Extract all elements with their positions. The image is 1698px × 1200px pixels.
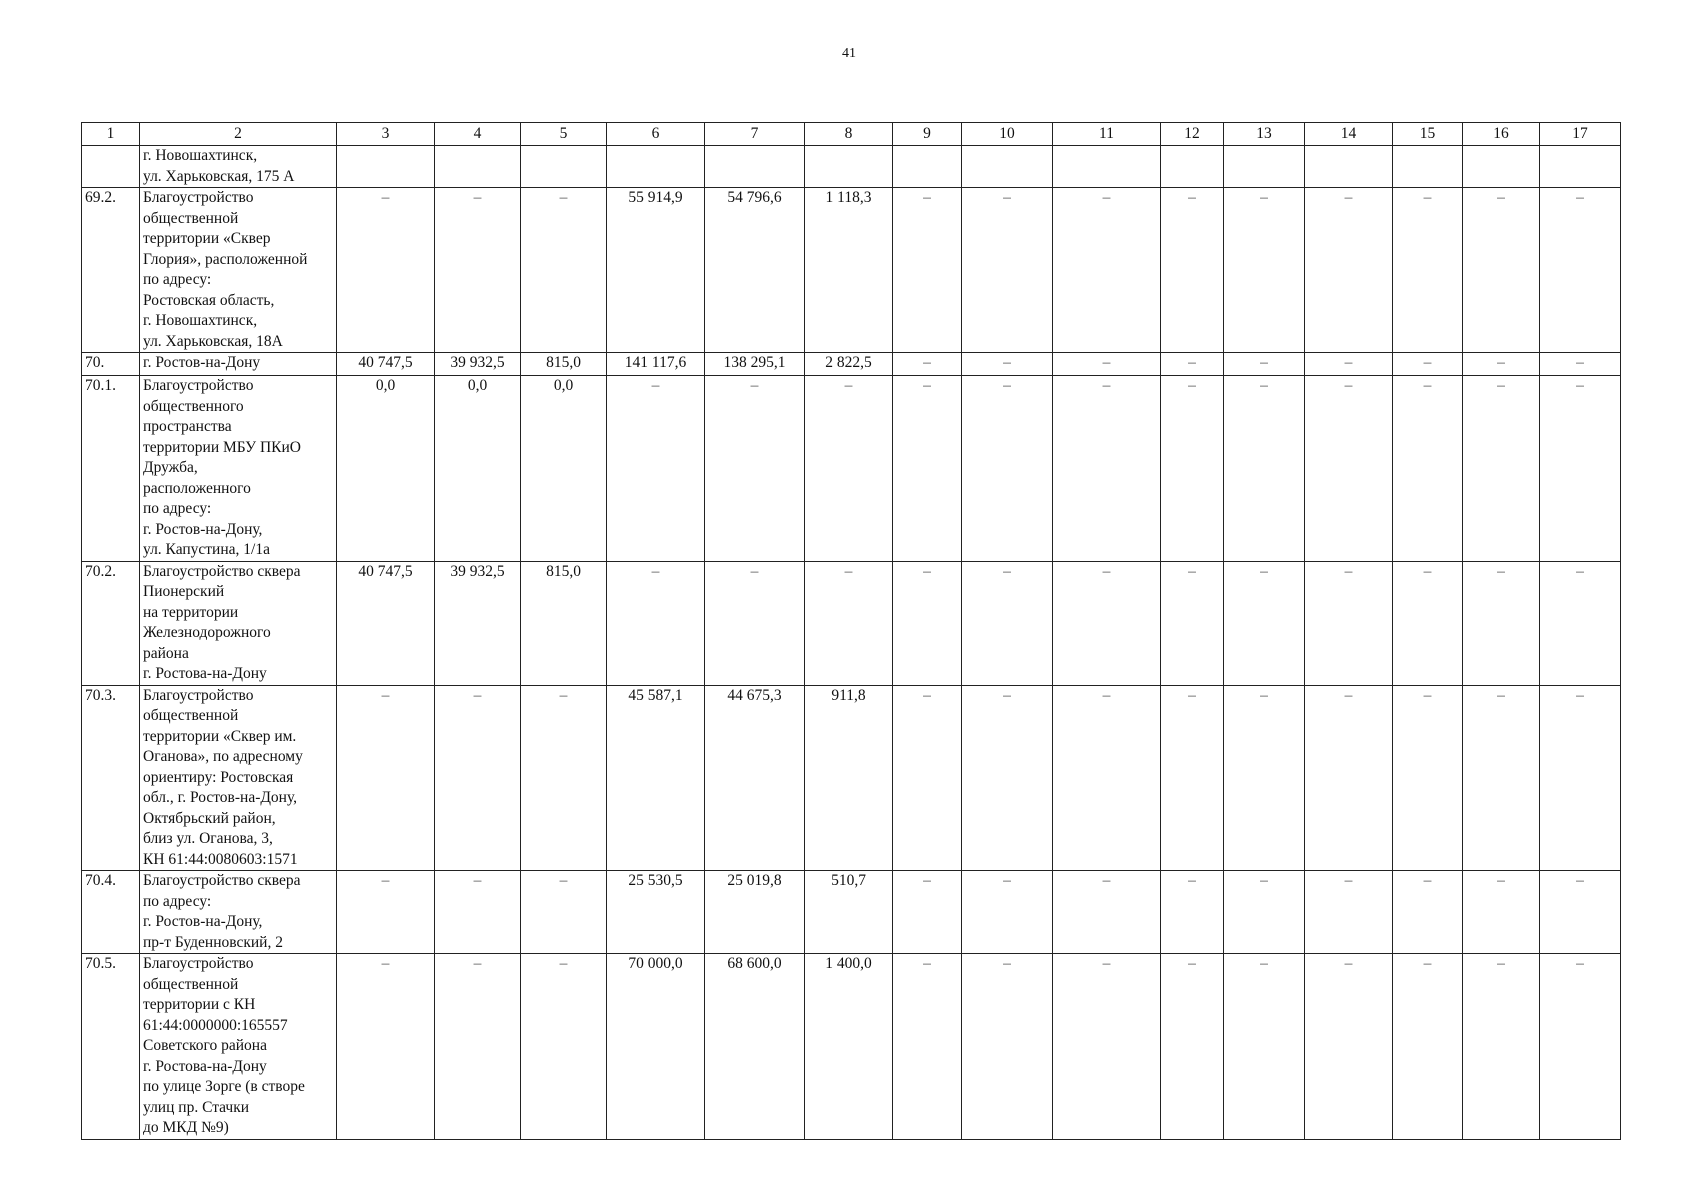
value-cell-col-11: – xyxy=(1053,376,1161,562)
column-header-5: 5 xyxy=(521,123,607,146)
table-body xyxy=(82,146,1621,1140)
value-cell-col-10: – xyxy=(962,871,1053,954)
value-cell-col-10: – xyxy=(962,685,1053,871)
value-cell-col-9: – xyxy=(893,353,962,376)
value-cell-col-16: – xyxy=(1463,188,1540,353)
row-number: 70. xyxy=(82,353,140,376)
value-cell-col-17 xyxy=(1540,146,1621,188)
column-header-4: 4 xyxy=(435,123,521,146)
value-cell-col-4: – xyxy=(435,685,521,871)
value-cell-col-7: 54 796,6 xyxy=(705,188,805,353)
column-header-16: 16 xyxy=(1463,123,1540,146)
value-cell-col-10: – xyxy=(962,188,1053,353)
value-cell-col-5: 815,0 xyxy=(521,561,607,685)
table-row xyxy=(82,188,1621,353)
value-cell-col-12: – xyxy=(1161,376,1224,562)
value-cell-col-3: 40 747,5 xyxy=(337,353,435,376)
value-cell-col-17: – xyxy=(1540,188,1621,353)
value-cell-col-8: – xyxy=(805,376,893,562)
value-cell-col-14: – xyxy=(1305,954,1393,1140)
value-cell-col-4: – xyxy=(435,871,521,954)
value-cell-col-5: – xyxy=(521,871,607,954)
value-cell-col-4 xyxy=(435,146,521,188)
value-cell-col-4: 39 932,5 xyxy=(435,561,521,685)
value-cell-col-12: – xyxy=(1161,353,1224,376)
value-cell-col-3: – xyxy=(337,954,435,1140)
value-cell-col-16: – xyxy=(1463,685,1540,871)
value-cell-col-13: – xyxy=(1224,561,1305,685)
value-cell-col-14: – xyxy=(1305,188,1393,353)
value-cell-col-15: – xyxy=(1393,685,1463,871)
value-cell-col-7: – xyxy=(705,561,805,685)
value-cell-col-12: – xyxy=(1161,561,1224,685)
value-cell-col-3: – xyxy=(337,871,435,954)
value-cell-col-14: – xyxy=(1305,871,1393,954)
value-cell-col-15: – xyxy=(1393,871,1463,954)
value-cell-col-16: – xyxy=(1463,954,1540,1140)
value-cell-col-5: 0,0 xyxy=(521,376,607,562)
value-cell-col-10: – xyxy=(962,376,1053,562)
value-cell-col-13: – xyxy=(1224,685,1305,871)
row-number: 69.2. xyxy=(82,188,140,353)
row-description: г. Ростов-на-Дону xyxy=(140,353,337,376)
column-header-6: 6 xyxy=(607,123,705,146)
column-header-9: 9 xyxy=(893,123,962,146)
value-cell-col-6: – xyxy=(607,376,705,562)
value-cell-col-15: – xyxy=(1393,954,1463,1140)
value-cell-col-11: – xyxy=(1053,561,1161,685)
value-cell-col-17: – xyxy=(1540,353,1621,376)
value-cell-col-11: – xyxy=(1053,188,1161,353)
value-cell-col-12: – xyxy=(1161,871,1224,954)
value-cell-col-15: – xyxy=(1393,376,1463,562)
value-cell-col-6: – xyxy=(607,561,705,685)
value-cell-col-14: – xyxy=(1305,561,1393,685)
column-header-1: 1 xyxy=(82,123,140,146)
table-row xyxy=(82,685,1621,871)
value-cell-col-10: – xyxy=(962,561,1053,685)
value-cell-col-4: – xyxy=(435,188,521,353)
value-cell-col-13 xyxy=(1224,146,1305,188)
value-cell-col-11: – xyxy=(1053,954,1161,1140)
value-cell-col-11: – xyxy=(1053,353,1161,376)
value-cell-col-3: 40 747,5 xyxy=(337,561,435,685)
value-cell-col-6: 70 000,0 xyxy=(607,954,705,1140)
column-header-8: 8 xyxy=(805,123,893,146)
value-cell-col-14: – xyxy=(1305,685,1393,871)
value-cell-col-5 xyxy=(521,146,607,188)
value-cell-col-4: 39 932,5 xyxy=(435,353,521,376)
value-cell-col-7: 138 295,1 xyxy=(705,353,805,376)
row-number: 70.4. xyxy=(82,871,140,954)
value-cell-col-5: – xyxy=(521,188,607,353)
value-cell-col-3 xyxy=(337,146,435,188)
column-header-17: 17 xyxy=(1540,123,1621,146)
value-cell-col-7 xyxy=(705,146,805,188)
value-cell-col-13: – xyxy=(1224,954,1305,1140)
row-description: Благоустройство общественной территории «Сквер Глория», расположенной по адресу: Ростовская область, г. Новошахтинск, ул. Харьковская, 18А xyxy=(140,188,337,353)
table-row xyxy=(82,561,1621,685)
value-cell-col-9 xyxy=(893,146,962,188)
value-cell-col-9: – xyxy=(893,561,962,685)
column-number-row xyxy=(82,123,1621,146)
value-cell-col-15: – xyxy=(1393,353,1463,376)
value-cell-col-9: – xyxy=(893,188,962,353)
row-number: 70.5. xyxy=(82,954,140,1140)
value-cell-col-6: 55 914,9 xyxy=(607,188,705,353)
value-cell-col-12: – xyxy=(1161,685,1224,871)
value-cell-col-5: – xyxy=(521,685,607,871)
value-cell-col-11: – xyxy=(1053,871,1161,954)
table-row xyxy=(82,353,1621,376)
value-cell-col-9: – xyxy=(893,685,962,871)
value-cell-col-7: 68 600,0 xyxy=(705,954,805,1140)
value-cell-col-16: – xyxy=(1463,561,1540,685)
row-number: 70.1. xyxy=(82,376,140,562)
column-header-7: 7 xyxy=(705,123,805,146)
value-cell-col-7: 25 019,8 xyxy=(705,871,805,954)
value-cell-col-8: 1 118,3 xyxy=(805,188,893,353)
table-row xyxy=(82,376,1621,562)
value-cell-col-6: 45 587,1 xyxy=(607,685,705,871)
row-description: Благоустройство общественной территории с КН 61:44:0000000:165557 Советского района г. Ростова-на-Дону по улице Зорге (в створе улиц пр. Стачки до МКД №9) xyxy=(140,954,337,1140)
column-header-10: 10 xyxy=(962,123,1053,146)
value-cell-col-13: – xyxy=(1224,376,1305,562)
value-cell-col-12 xyxy=(1161,146,1224,188)
value-cell-col-6 xyxy=(607,146,705,188)
value-cell-col-15: – xyxy=(1393,188,1463,353)
value-cell-col-13: – xyxy=(1224,188,1305,353)
row-description: Благоустройство общественного пространства территории МБУ ПКиО Дружба, расположенного по адресу: г. Ростов-на-Дону, ул. Капустина, 1/1а xyxy=(140,376,337,562)
value-cell-col-4: 0,0 xyxy=(435,376,521,562)
row-number: 70.2. xyxy=(82,561,140,685)
column-header-2: 2 xyxy=(140,123,337,146)
value-cell-col-15 xyxy=(1393,146,1463,188)
column-header-14: 14 xyxy=(1305,123,1393,146)
value-cell-col-17: – xyxy=(1540,561,1621,685)
column-header-12: 12 xyxy=(1161,123,1224,146)
row-number: 70.3. xyxy=(82,685,140,871)
value-cell-col-16: – xyxy=(1463,871,1540,954)
value-cell-col-17: – xyxy=(1540,871,1621,954)
value-cell-col-17: – xyxy=(1540,954,1621,1140)
value-cell-col-7: – xyxy=(705,376,805,562)
value-cell-col-9: – xyxy=(893,871,962,954)
table-row xyxy=(82,954,1621,1140)
value-cell-col-3: – xyxy=(337,685,435,871)
value-cell-col-13: – xyxy=(1224,353,1305,376)
value-cell-col-14: – xyxy=(1305,353,1393,376)
column-header-15: 15 xyxy=(1393,123,1463,146)
value-cell-col-16: – xyxy=(1463,353,1540,376)
column-header-13: 13 xyxy=(1224,123,1305,146)
row-description: Благоустройство сквера Пионерский на территории Железнодорожного района г. Ростова-на-Дону xyxy=(140,561,337,685)
value-cell-col-12: – xyxy=(1161,954,1224,1140)
value-cell-col-8: – xyxy=(805,561,893,685)
table-row xyxy=(82,146,1621,188)
value-cell-col-8: 911,8 xyxy=(805,685,893,871)
value-cell-col-9: – xyxy=(893,954,962,1140)
value-cell-col-3: – xyxy=(337,188,435,353)
value-cell-col-8: 1 400,0 xyxy=(805,954,893,1140)
value-cell-col-14 xyxy=(1305,146,1393,188)
value-cell-col-14: – xyxy=(1305,376,1393,562)
value-cell-col-17: – xyxy=(1540,685,1621,871)
value-cell-col-7: 44 675,3 xyxy=(705,685,805,871)
value-cell-col-16: – xyxy=(1463,376,1540,562)
row-number xyxy=(82,146,140,188)
value-cell-col-5: – xyxy=(521,954,607,1140)
value-cell-col-9: – xyxy=(893,376,962,562)
value-cell-col-6: 25 530,5 xyxy=(607,871,705,954)
column-header-11: 11 xyxy=(1053,123,1161,146)
value-cell-col-10 xyxy=(962,146,1053,188)
row-description: Благоустройство сквера по адресу: г. Ростов-на-Дону, пр-т Буденновский, 2 xyxy=(140,871,337,954)
value-cell-col-11: – xyxy=(1053,685,1161,871)
data-table xyxy=(81,122,1621,1140)
value-cell-col-10: – xyxy=(962,353,1053,376)
value-cell-col-4: – xyxy=(435,954,521,1140)
value-cell-col-8 xyxy=(805,146,893,188)
row-description: г. Новошахтинск, ул. Харьковская, 175 А xyxy=(140,146,337,188)
value-cell-col-11 xyxy=(1053,146,1161,188)
column-header-3: 3 xyxy=(337,123,435,146)
value-cell-col-5: 815,0 xyxy=(521,353,607,376)
value-cell-col-3: 0,0 xyxy=(337,376,435,562)
value-cell-col-10: – xyxy=(962,954,1053,1140)
table-row xyxy=(82,871,1621,954)
value-cell-col-8: 510,7 xyxy=(805,871,893,954)
value-cell-col-12: – xyxy=(1161,188,1224,353)
value-cell-col-16 xyxy=(1463,146,1540,188)
value-cell-col-17: – xyxy=(1540,376,1621,562)
value-cell-col-15: – xyxy=(1393,561,1463,685)
value-cell-col-8: 2 822,5 xyxy=(805,353,893,376)
page-number: 41 xyxy=(842,46,856,61)
value-cell-col-13: – xyxy=(1224,871,1305,954)
value-cell-col-6: 141 117,6 xyxy=(607,353,705,376)
row-description: Благоустройство общественной территории «Сквер им. Оганова», по адресному ориентиру: Ростовская обл., г. Ростов-на-Дону, Октябрьский район, близ ул. Оганова, 3, КН 61:44:0080603:1571 xyxy=(140,685,337,871)
